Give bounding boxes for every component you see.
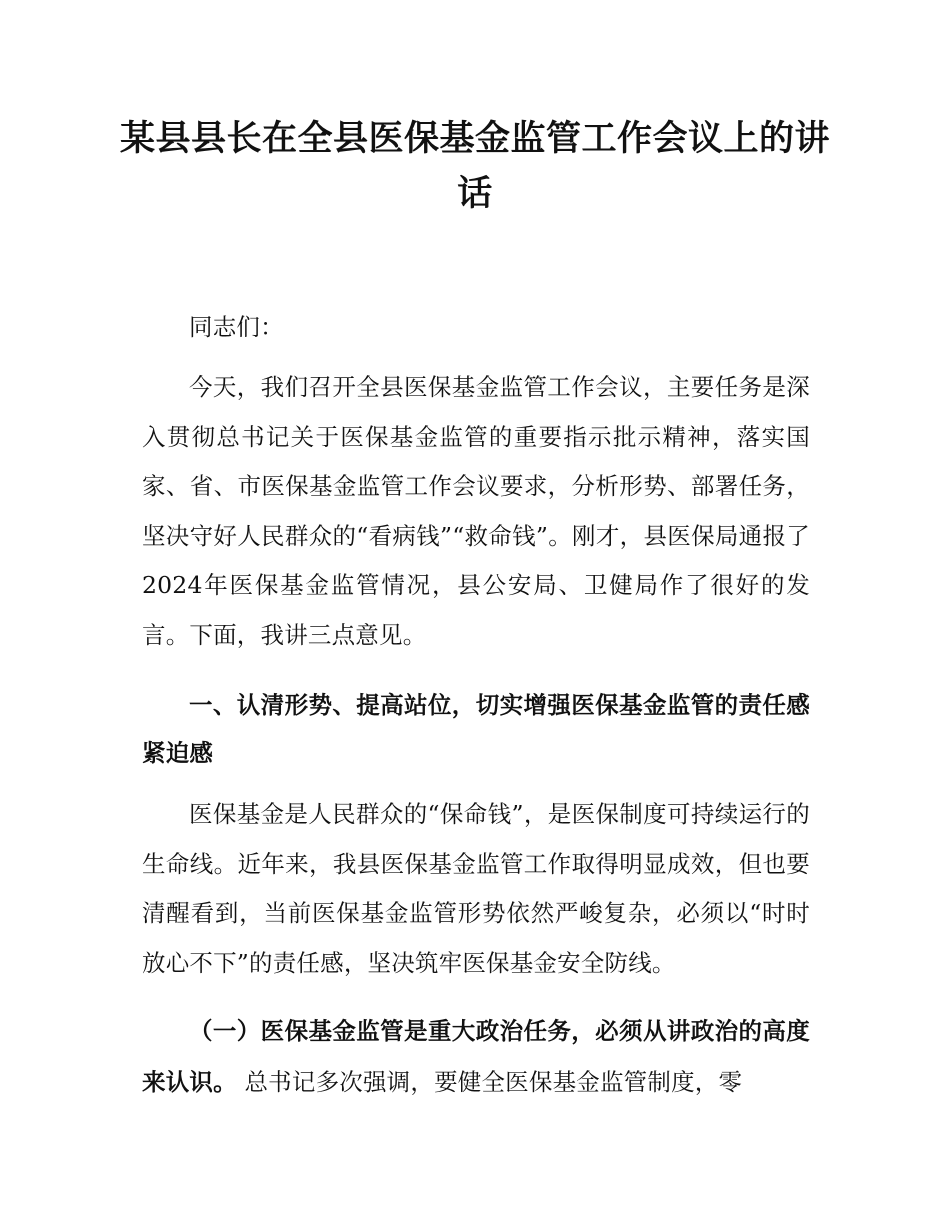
subsection-1-text: 总书记多次强调，要健全医保基金监管制度，零 <box>236 1068 743 1096</box>
section-heading-1: 一、认清形势、提高站位，切实增强医保基金监管的责任感紧迫感 <box>142 691 810 767</box>
paragraph-situation: 医保基金是人民群众的“保命钱”，是医保制度可持续运行的生命线。近年来，我县医保基金监管工作取得明显成效，但也要清醒看到，当前医保基金监管形势依然严峻复杂，必须以“时时放心不下”的责任感，坚决筑牢医保基金安全防线。 <box>142 800 810 977</box>
paragraph-subsection-1 <box>142 1006 810 1108</box>
paragraph-intro: 今天，我们召开全县医保基金监管工作会议，主要任务是深入贯彻总书记关于医保基金监管的重要指示批示精神，落实国家、省、市医保基金监管工作会议要求，分析形势、部署任务，坚决守好人民群众的“看病钱”“救命钱”。刚才，县医保局通报了2024年医保基金监管情况，县公安局、卫健局作了很好的发言。下面，我讲三点意见。 <box>142 373 810 649</box>
salutation: 同志们： <box>189 313 284 341</box>
document-title: 某县县长在全县医保基金监管工作会议上的讲话 <box>120 119 831 214</box>
subsection-1-heading: （一）医保基金监管是重大政治任务，必须从讲政治的高度来认识。 <box>142 1017 810 1096</box>
